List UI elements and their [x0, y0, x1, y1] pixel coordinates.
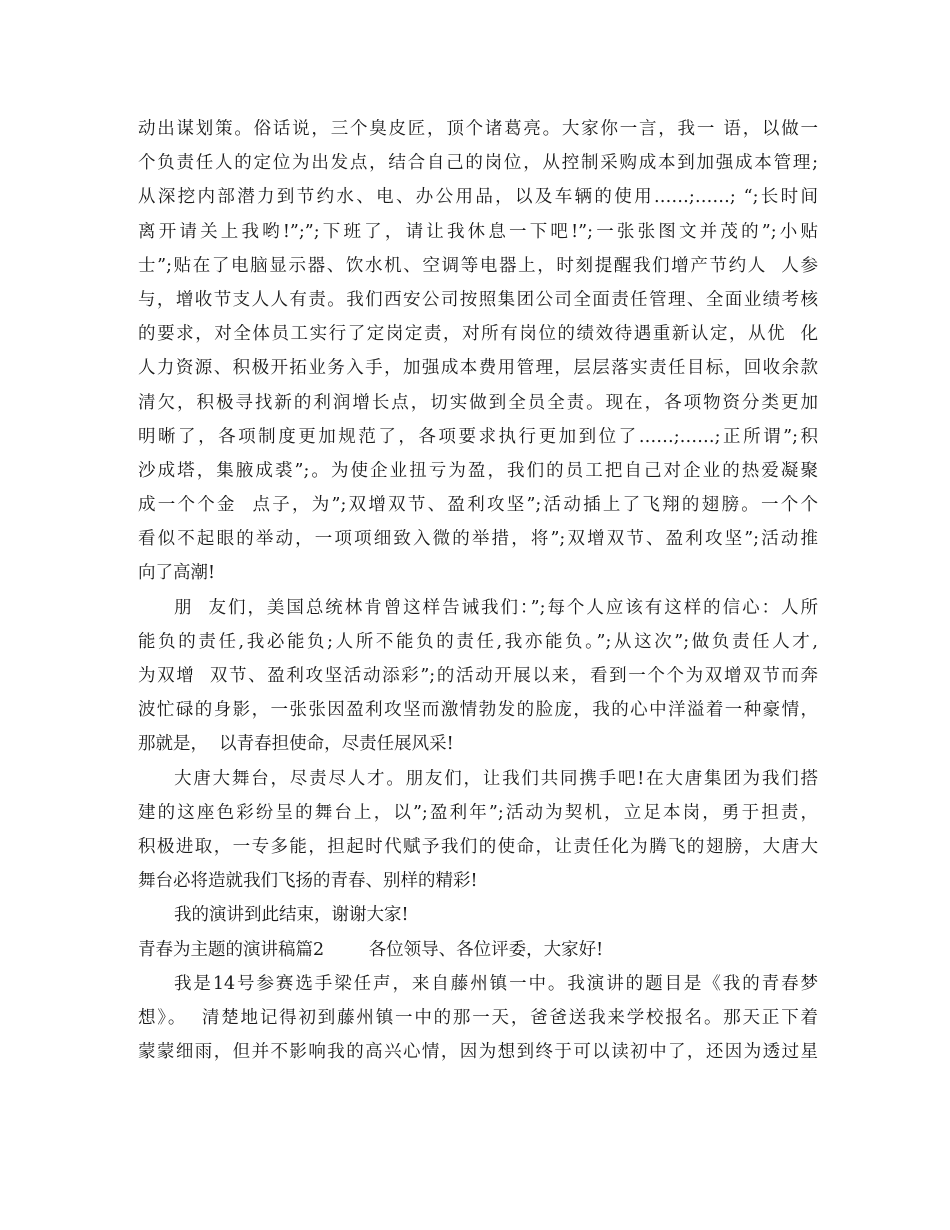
text-line: 向了高潮!: [138, 563, 216, 584]
text-line: 与，增收节支人人有责。我们西安公司按照集团公司全面责任管理、全面业绩考核: [138, 289, 818, 310]
text-line: 波忙碌的身影，一张张因盈利攻坚而激情勃发的脸庞，我的心中洋溢着一种豪情，: [138, 700, 818, 721]
text-line: 朋 友们，美国总统林肯曾这样告诫我们：”;每个人应该有这样的信心：人所: [174, 597, 818, 618]
text-line: 人力资源、积极开拓业务入手，加强成本费用管理，层层落实责任目标，回收余款: [138, 358, 818, 379]
text-line: 能负的责任,我必能负;人所不能负的责任,我亦能负。”;从这次”;做负责任人才,: [138, 631, 818, 652]
text-line: 成一个个金 点子，为”;双增双节、盈利攻坚”;活动插上了飞翔的翅膀。一个个: [138, 495, 818, 516]
text-line: 蒙蒙细雨，但并不影响我的高兴心情，因为想到终于可以读初中了，还因为透过星: [138, 1042, 818, 1063]
text-line: 明晰了，各项制度更加规范了，各项要求执行更加到位了……;……;正所谓”;积: [138, 426, 818, 447]
text-line: 我是14号参赛选手梁任声，来自藤州镇一中。我演讲的题目是《我的青春梦: [174, 973, 818, 994]
text-line: 建的这座色彩纷呈的舞台上，以”;盈利年”;活动为契机，立足本岗，勇于担责，: [138, 802, 818, 823]
text-line: 那就是， 以青春担使命，尽责任展风采!: [138, 734, 454, 755]
body-text: [138, 112, 818, 1069]
text-line: 士”;贴在了电脑显示器、饮水机、空调等电器上，时刻提醒我们增产节约人 人参: [138, 255, 818, 276]
text-line: 大唐大舞台，尽责尽人才。朋友们，让我们共同携手吧!在大唐集团为我们搭: [174, 768, 818, 789]
text-line: 我的演讲到此结束，谢谢大家!: [174, 905, 409, 926]
text-line: 为双增 双节、盈利攻坚活动添彩”;的活动开展以来，看到一个个为双增双节而奔: [138, 666, 818, 686]
text-line: 离开请关上我哟!”;”;下班了，请让我休息一下吧!”;一张张图文并茂的”;小贴: [138, 221, 818, 242]
text-line: 想》。 清楚地记得初到藤州镇一中的那一天，爸爸送我来学校报名。那天正下着: [138, 1007, 818, 1028]
text-line: 积极进取，一专多能，担起时代赋予我们的使命，让责任化为腾飞的翅膀，大唐大: [138, 836, 818, 857]
text-line: 沙成塔，集腋成裘”;。为使企业扭亏为盈，我们的员工把自己对企业的热爱凝聚: [138, 460, 818, 481]
text-line: 舞台必将造就我们飞扬的青春、别样的精彩!: [138, 871, 478, 892]
text-line: 个负责任人的定位为出发点，结合自己的岗位，从控制采购成本到加强成本管理;: [138, 153, 818, 174]
text-line: 动出谋划策。俗话说，三个臭皮匠，顶个诸葛亮。大家你一言，我一 语，以做一: [138, 119, 818, 139]
section-heading: 青春为主题的演讲稿篇2 各位领导、各位评委，大家好!: [138, 939, 604, 960]
text-line: 的要求，对全体员工实行了定岗定责，对所有岗位的绩效待遇重新认定，从优 化: [138, 324, 818, 345]
text-line: 从深挖内部潜力到节约水、电、办公用品，以及车辆的使用……;……; “;长时间: [138, 187, 818, 208]
text-line: 清欠，积极寻找新的利润增长点，切实做到全员全责。现在，各项物资分类更加: [138, 392, 818, 413]
text-line: 看似不起眼的举动，一项项细致入微的举措，将”;双增双节、盈利攻坚”;活动推: [138, 529, 818, 550]
